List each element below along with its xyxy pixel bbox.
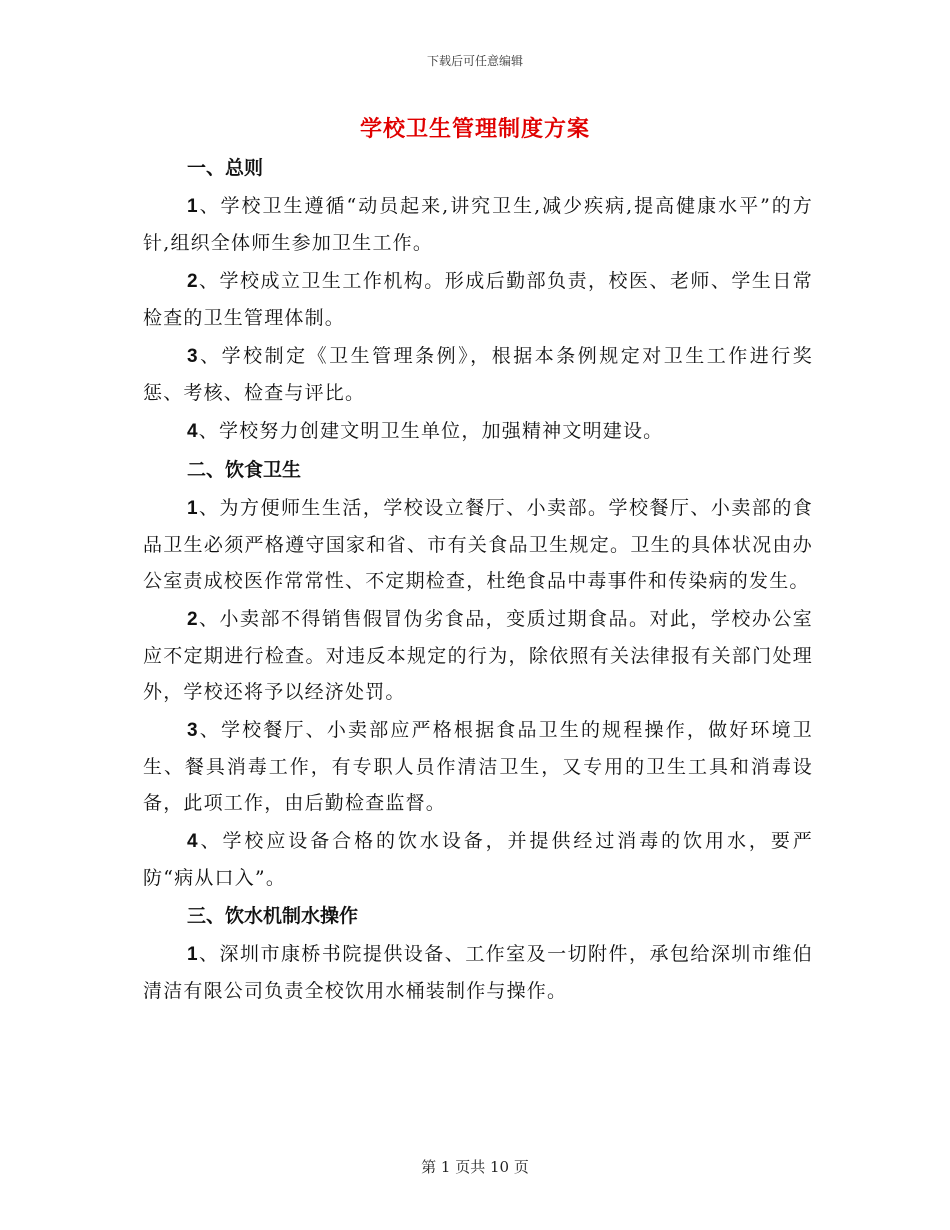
- document-title: 学校卫生管理制度方案: [359, 116, 590, 142]
- item-number: 1: [187, 944, 199, 965]
- paragraph: [143, 263, 813, 336]
- section-heading: 二、饮食卫生: [187, 459, 302, 481]
- paragraph-text: 、为方便师生生活，学校设立餐厅、小卖部。学校餐厅、小卖部的食品卫生必须严格遵守国家和省、市有关食品卫生规定。卫生的具体状况由办公室责成校医作常常性、不定期检查，杜绝食品中毒事件和传染病的发生。: [143, 497, 813, 592]
- paragraph: [143, 823, 813, 896]
- paragraph-text: 、学校应设备合格的饮水设备，并提供经过消毒的饮用水，要严防“病从口入”。: [143, 830, 813, 889]
- paragraph: [143, 601, 813, 710]
- page-footer: 第 1 页共 10 页: [421, 1158, 529, 1176]
- paragraph-text: 、学校成立卫生工作机构。形成后勤部负责，校医、老师、学生日常检查的卫生管理体制。: [143, 270, 813, 329]
- item-number: 4: [187, 831, 199, 852]
- paragraph-text: 、学校努力创建文明卫生单位，加强精神文明建设。: [198, 420, 664, 442]
- section-heading: 三、饮水机制水操作: [187, 905, 359, 927]
- paragraph: [143, 490, 813, 599]
- paragraph: [143, 712, 813, 821]
- paragraph: [143, 188, 813, 261]
- paragraph: [143, 936, 813, 1009]
- item-number: 2: [187, 609, 199, 630]
- item-number: 3: [187, 346, 199, 367]
- paragraph: [143, 413, 813, 450]
- section-heading: 一、总则: [187, 157, 264, 179]
- item-number: 1: [187, 196, 199, 217]
- paragraph-text: 、小卖部不得销售假冒伪劣食品，变质过期食品。对此，学校办公室应不定期进行检查。对违反本规定的行为，除依照有关法律报有关部门处理外，学校还将予以经济处罚。: [143, 608, 813, 703]
- paragraph-text: 、学校餐厅、小卖部应严格根据食品卫生的规程操作，做好环境卫生、餐具消毒工作，有专职人员作清洁卫生，又专用的卫生工具和消毒设备，此项工作，由后勤检查监督。: [143, 719, 813, 814]
- document-body: [143, 150, 813, 1011]
- item-number: 1: [187, 498, 199, 519]
- paragraph-text: 、深圳市康桥书院提供设备、工作室及一切附件，承包给深圳市维伯清洁有限公司负责全校饮用水桶装制作与操作。: [143, 943, 813, 1002]
- section-general: [143, 150, 813, 450]
- item-number: 4: [187, 421, 199, 442]
- item-number: 3: [187, 720, 199, 741]
- paragraph: [143, 338, 813, 411]
- header-note: 下载后可任意编辑: [426, 54, 523, 68]
- item-number: 2: [187, 271, 199, 292]
- paragraph-text: 、学校制定《卫生管理条例》，根据本条例规定对卫生工作进行奖惩、考核、检查与评比。: [143, 345, 813, 404]
- section-food-hygiene: [143, 452, 813, 896]
- section-water-dispenser: [143, 898, 813, 1009]
- paragraph-text: 、学校卫生遵循“动员起来,讲究卫生,减少疾病,提高健康水平”的方针,组织全体师生参加卫生工作。: [143, 195, 813, 254]
